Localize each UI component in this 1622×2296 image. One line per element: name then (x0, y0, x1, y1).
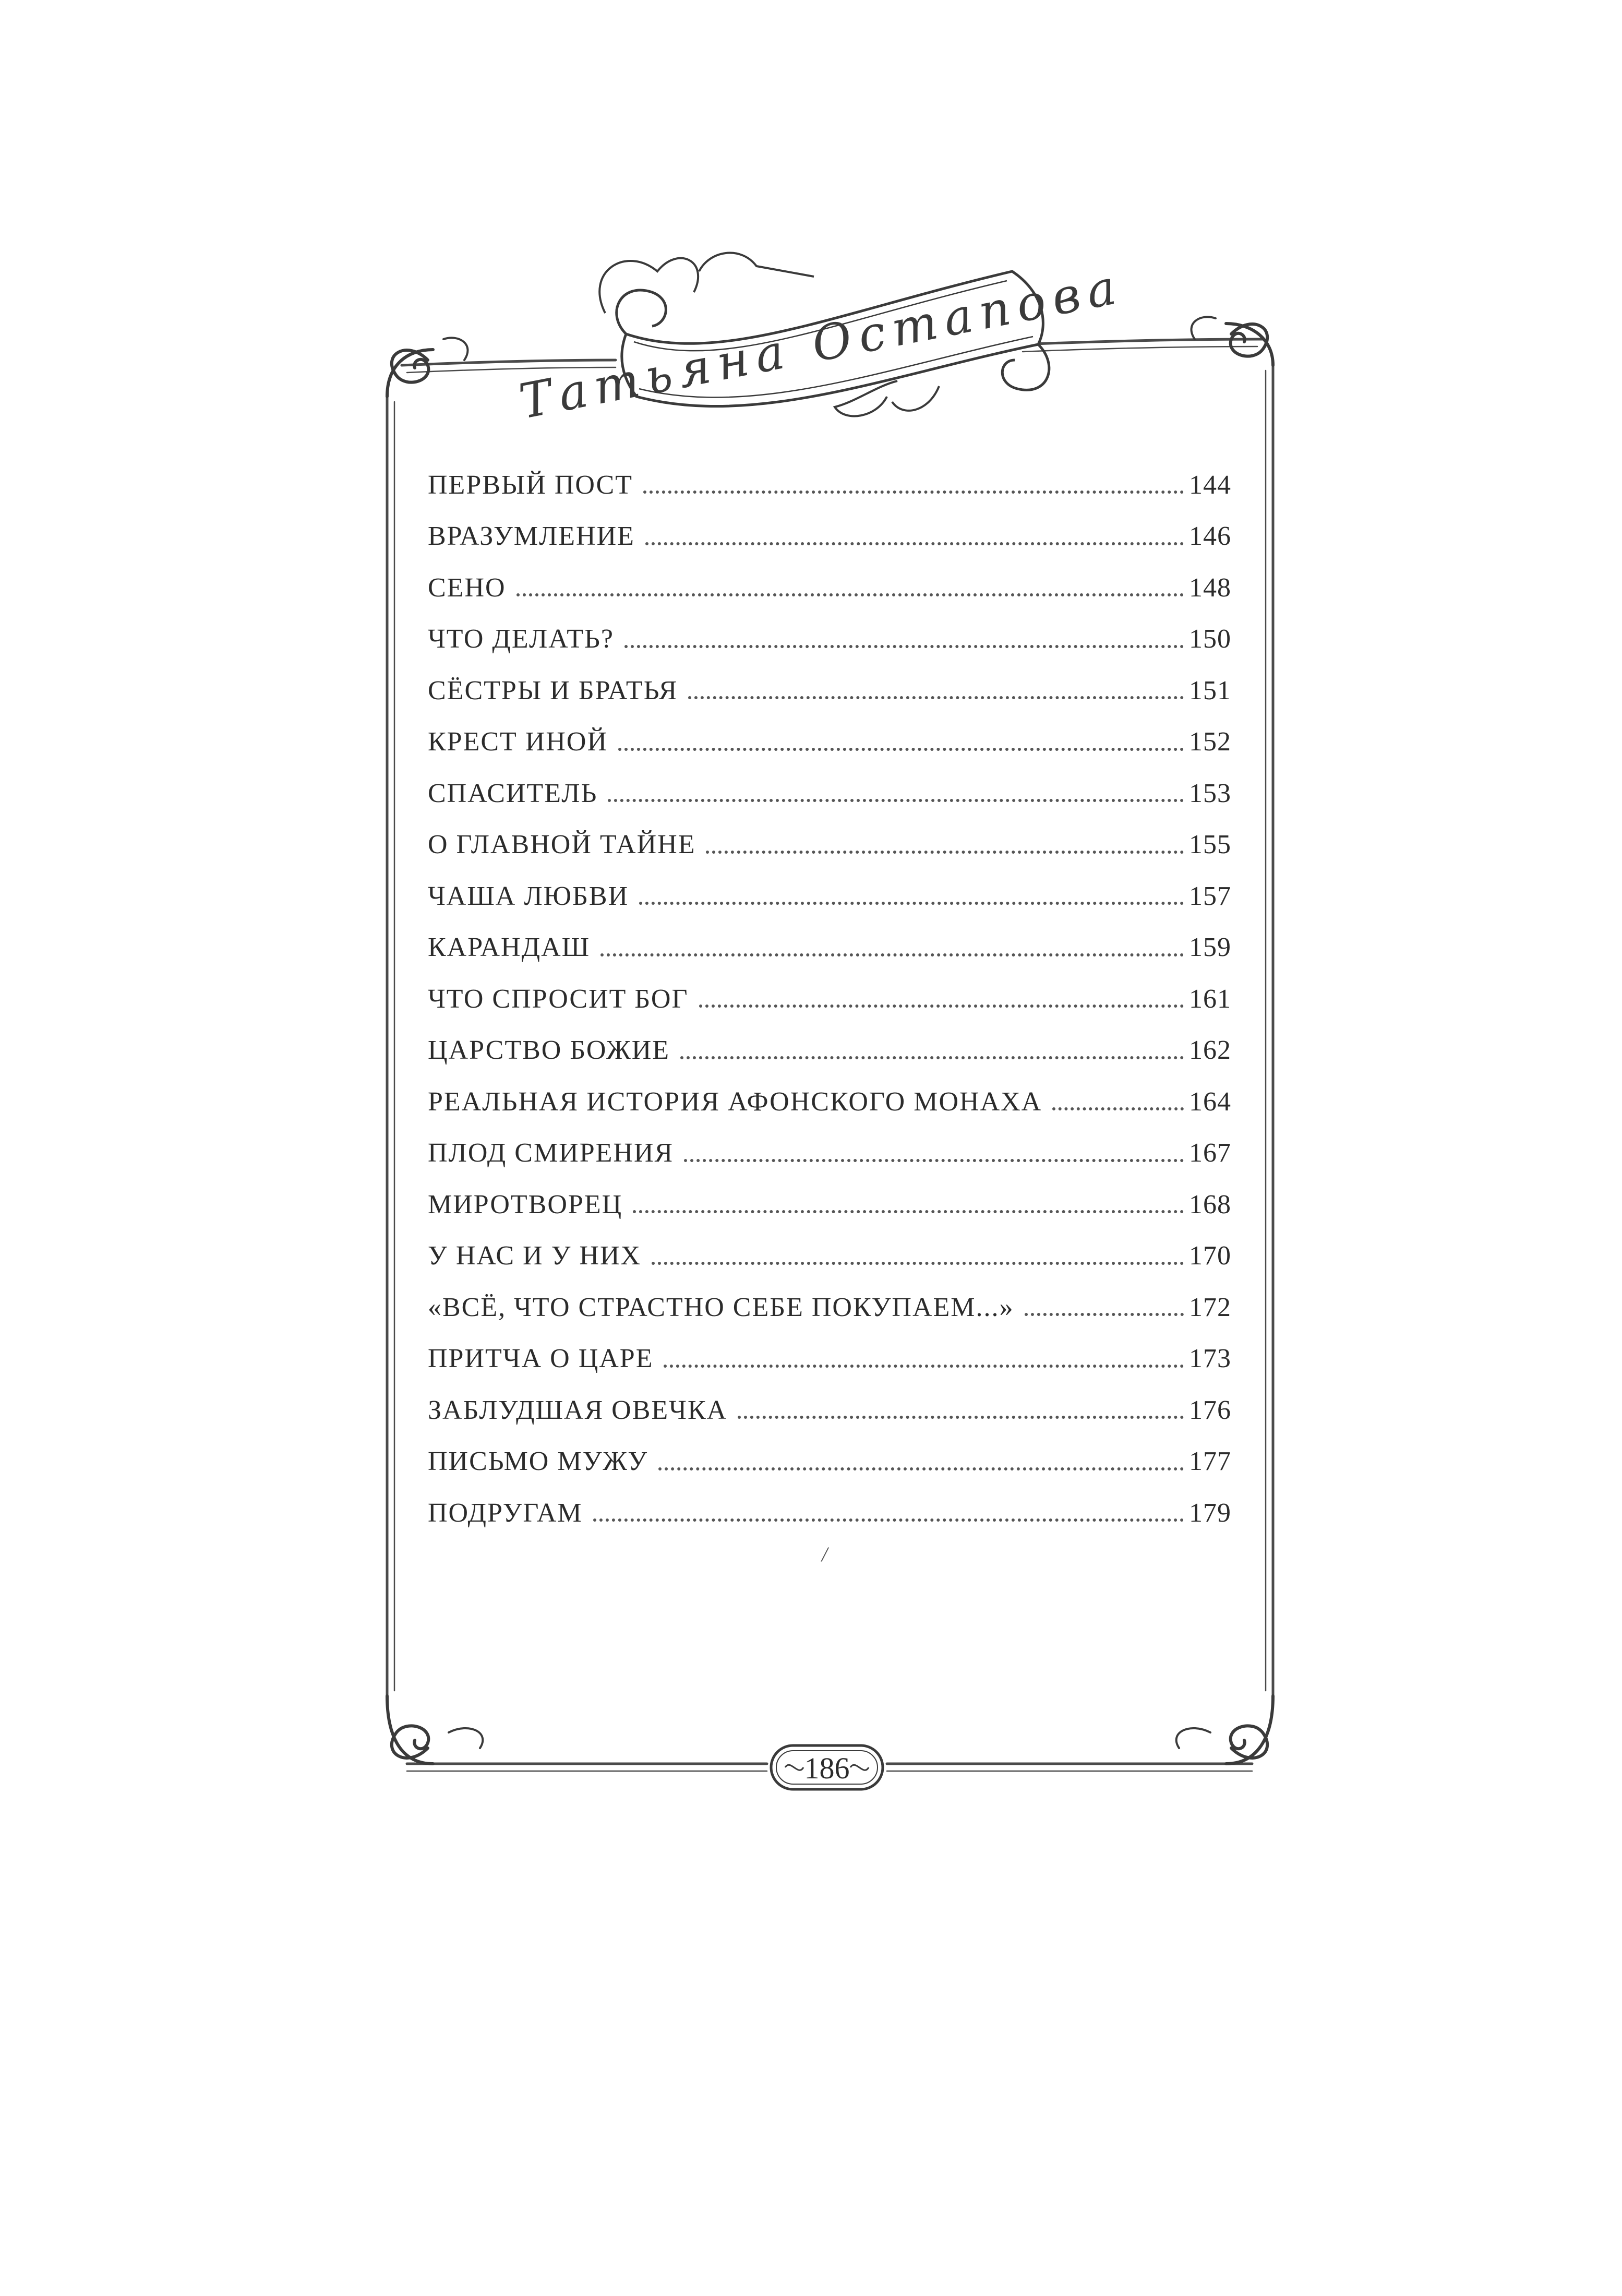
toc-entry-page-number: 164 (1189, 1086, 1231, 1117)
toc-entry-title: ЦАРСТВО БОЖИЕ (428, 1035, 670, 1066)
toc-entry[interactable] (428, 870, 1231, 922)
toc-entry[interactable] (428, 511, 1231, 563)
toc-entry-page-number: 179 (1189, 1498, 1231, 1528)
toc-entry[interactable] (428, 665, 1231, 716)
toc-entry[interactable] (428, 716, 1231, 768)
toc-entry-page-number: 162 (1189, 1035, 1231, 1066)
toc-entry-title: СПАСИТЕЛЬ (428, 778, 598, 808)
toc-entry[interactable] (428, 1384, 1231, 1436)
toc-entry-title: КРЕСТ ИНОЙ (428, 727, 608, 757)
corner-scroll-bottom-right (1176, 1696, 1273, 1764)
toc-entry[interactable] (428, 614, 1231, 665)
toc-entry-title: СЁСТРЫ И БРАТЬЯ (428, 675, 678, 705)
toc-entry-title: О ГЛАВНОЙ ТАЙНЕ (428, 830, 696, 860)
toc-entry-title: СЕНО (428, 572, 506, 603)
toc-entry-title: МИРОТВОРЕЦ (428, 1189, 623, 1219)
toc-entry-title: ПРИТЧА О ЦАРЕ (428, 1344, 654, 1374)
toc-entry-page-number: 170 (1189, 1241, 1231, 1271)
toc-dot-leader (699, 1004, 1184, 1008)
toc-entry-page-number: 157 (1189, 881, 1231, 911)
corner-scroll-top-right (1192, 317, 1273, 365)
corner-scroll-top-left (387, 338, 467, 397)
table-of-contents (428, 459, 1231, 1539)
toc-entry-title: ЧТО ДЕЛАТЬ? (428, 624, 614, 654)
toc-dot-leader (1052, 1107, 1184, 1110)
toc-entry[interactable] (428, 1282, 1231, 1333)
toc-entry[interactable] (428, 922, 1231, 974)
toc-entry-title: ВРАЗУМЛЕНИЕ (428, 521, 635, 552)
toc-entry-page-number: 172 (1189, 1292, 1231, 1322)
toc-entry[interactable] (428, 973, 1231, 1025)
toc-entry-title: КАРАНДАШ (428, 932, 591, 963)
toc-entry-title: ПЛОД СМИРЕНИЯ (428, 1138, 674, 1168)
toc-entry[interactable] (428, 1076, 1231, 1128)
toc-entry[interactable] (428, 1025, 1231, 1077)
page-number: 186 (804, 1751, 850, 1785)
toc-dot-leader (658, 1467, 1184, 1470)
toc-entry-page-number: 159 (1189, 932, 1231, 963)
author-name: Татьяна Остапова (514, 258, 1128, 430)
toc-entry-title: ЗАБЛУДШАЯ ОВЕЧКА (428, 1395, 728, 1425)
toc-dot-leader (680, 1056, 1184, 1059)
toc-dot-leader (618, 748, 1184, 751)
toc-dot-leader (643, 491, 1184, 494)
toc-entry-page-number: 173 (1189, 1344, 1231, 1374)
toc-dot-leader (600, 953, 1184, 956)
toc-entry-page-number: 146 (1189, 521, 1231, 552)
toc-entry-page-number: 176 (1189, 1395, 1231, 1425)
toc-entry-title: ЧТО СПРОСИТ БОГ (428, 984, 689, 1014)
toc-entry-page-number: 155 (1189, 830, 1231, 860)
toc-entry-page-number: 151 (1189, 675, 1231, 705)
toc-entry-title: У НАС И У НИХ (428, 1241, 642, 1271)
toc-dot-leader (645, 542, 1184, 545)
author-ribbon-banner (515, 253, 1127, 430)
toc-entry-title: ПЕРВЫЙ ПОСТ (428, 470, 633, 500)
toc-entry-title: ПОДРУГАМ (428, 1498, 583, 1528)
toc-entry-page-number: 177 (1189, 1446, 1231, 1477)
toc-entry-page-number: 150 (1189, 624, 1231, 654)
toc-entry[interactable] (428, 1333, 1231, 1385)
toc-dot-leader (516, 593, 1184, 596)
toc-entry[interactable] (428, 1128, 1231, 1179)
toc-entry-page-number: 161 (1189, 984, 1231, 1014)
toc-entry[interactable] (428, 1436, 1231, 1488)
toc-dot-leader (664, 1365, 1184, 1368)
toc-dot-leader (652, 1262, 1184, 1265)
toc-entry-page-number: 167 (1189, 1138, 1231, 1168)
toc-dot-leader (608, 799, 1184, 802)
toc-entry-page-number: 144 (1189, 470, 1231, 500)
corner-scroll-bottom-left (387, 1696, 483, 1764)
toc-entry[interactable] (428, 459, 1231, 511)
toc-entry[interactable] (428, 1487, 1231, 1539)
toc-dot-leader (684, 1159, 1184, 1162)
toc-entry[interactable] (428, 1179, 1231, 1230)
toc-entry[interactable] (428, 562, 1231, 614)
toc-entry-title: ЧАША ЛЮБВИ (428, 881, 629, 911)
toc-entry-title: РЕАЛЬНАЯ ИСТОРИЯ АФОНСКОГО МОНАХА (428, 1086, 1042, 1117)
footnote-mark: / (822, 1542, 828, 1566)
toc-dot-leader (624, 645, 1184, 648)
toc-entry[interactable] (428, 819, 1231, 871)
toc-entry-title: ПИСЬМО МУЖУ (428, 1446, 648, 1477)
toc-entry-page-number: 153 (1189, 778, 1231, 808)
page-number-cartouche (771, 1745, 883, 1789)
toc-dot-leader (1025, 1313, 1184, 1316)
toc-dot-leader (688, 696, 1184, 699)
toc-dot-leader (633, 1210, 1184, 1213)
toc-dot-leader (593, 1518, 1184, 1522)
toc-entry[interactable] (428, 1230, 1231, 1282)
toc-entry-page-number: 148 (1189, 572, 1231, 603)
toc-entry-title: «ВСЁ, ЧТО СТРАСТНО СЕБЕ ПОКУПАЕМ...» (428, 1292, 1014, 1322)
toc-entry-page-number: 152 (1189, 727, 1231, 757)
toc-dot-leader (738, 1416, 1184, 1419)
toc-entry[interactable] (428, 768, 1231, 819)
toc-entry-page-number: 168 (1189, 1189, 1231, 1219)
toc-dot-leader (639, 902, 1184, 905)
toc-dot-leader (706, 851, 1184, 854)
